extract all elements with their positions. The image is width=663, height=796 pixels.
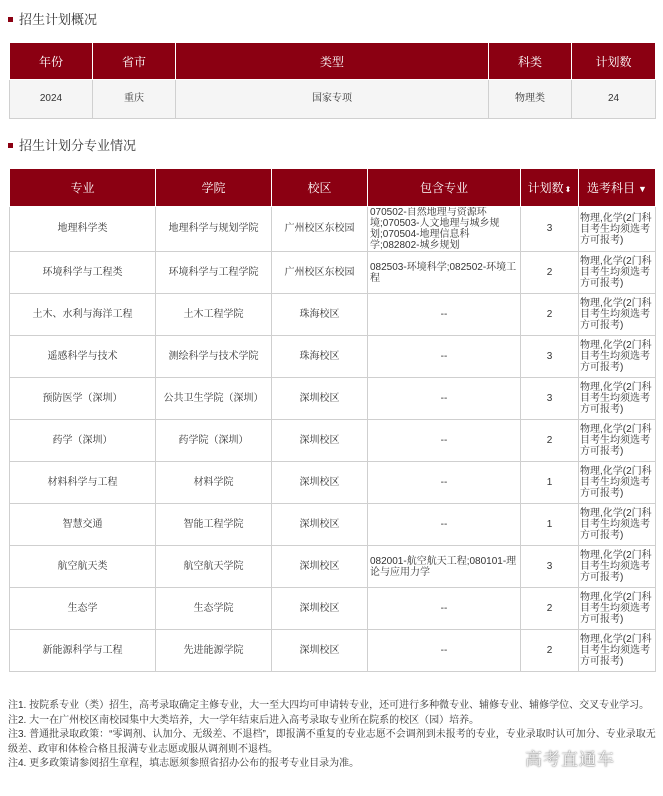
subject-requirement-cell: 物理,化学(2门科目考生均须选考方可报考) bbox=[579, 630, 656, 672]
campus-cell: 珠海校区 bbox=[272, 294, 368, 336]
college-cell: 材料学院 bbox=[156, 462, 272, 504]
majors-table bbox=[9, 168, 656, 672]
included-majors-cell: 082503-环境科学;082502-环境工程 bbox=[368, 252, 521, 294]
majors-table-body bbox=[10, 207, 656, 672]
included-majors-cell: -- bbox=[368, 462, 521, 504]
subject-requirement-cell: 物理,化学(2门科目考生均须选考方可报考) bbox=[579, 252, 656, 294]
major-cell: 环境科学与工程类 bbox=[10, 252, 156, 294]
included-majors-cell: -- bbox=[368, 378, 521, 420]
table-row bbox=[10, 630, 656, 672]
subject-requirement-cell: 物理,化学(2门科目考生均须选考方可报考) bbox=[579, 294, 656, 336]
plan-count-cell: 2 bbox=[521, 588, 579, 630]
college-cell: 公共卫生学院（深圳） bbox=[156, 378, 272, 420]
overview-year: 2024 bbox=[10, 80, 93, 119]
overview-header-year: 年份 bbox=[10, 43, 93, 80]
campus-cell: 深圳校区 bbox=[272, 420, 368, 462]
sort-icon[interactable]: ⬍ bbox=[564, 185, 572, 194]
college-cell: 地理科学与规划学院 bbox=[156, 207, 272, 252]
college-cell: 智能工程学院 bbox=[156, 504, 272, 546]
table-row bbox=[10, 588, 656, 630]
plan-count-cell: 2 bbox=[521, 630, 579, 672]
college-cell: 航空航天学院 bbox=[156, 546, 272, 588]
included-majors-cell: -- bbox=[368, 630, 521, 672]
plan-count-cell: 1 bbox=[521, 504, 579, 546]
campus-cell: 深圳校区 bbox=[272, 378, 368, 420]
note-1: 注1. 按院系专业（类）招生，高考录取确定主修专业，大一至大四均可申请转专业，还可进行多种微专业、辅修专业、辅修学位、交叉专业学习。 bbox=[8, 700, 650, 711]
major-cell: 土木、水利与海洋工程 bbox=[10, 294, 156, 336]
bullet-icon bbox=[8, 143, 13, 148]
majors-header-plan[interactable] bbox=[521, 169, 579, 207]
subject-requirement-cell: 物理,化学(2门科目考生均须选考方可报考) bbox=[579, 504, 656, 546]
plan-count-cell: 3 bbox=[521, 207, 579, 252]
college-cell: 生态学院 bbox=[156, 588, 272, 630]
note-2: 注2. 大一在广州校区南校园集中大类培养，大一学年结束后进入高考录取专业所在院系的校区（园）培养。 bbox=[8, 714, 480, 726]
college-cell: 药学院（深圳） bbox=[156, 420, 272, 462]
table-row bbox=[10, 294, 656, 336]
plan-count-cell: 2 bbox=[521, 294, 579, 336]
subject-requirement-cell: 物理,化学(2门科目考生均须选考方可报考) bbox=[579, 207, 656, 252]
overview-header-row bbox=[10, 43, 656, 80]
plan-count-cell: 2 bbox=[521, 252, 579, 294]
majors-section-title bbox=[8, 136, 136, 156]
campus-cell: 深圳校区 bbox=[272, 504, 368, 546]
majors-header-major: 专业 bbox=[10, 169, 156, 207]
subject-requirement-cell: 物理,化学(2门科目考生均须选考方可报考) bbox=[579, 588, 656, 630]
included-majors-cell: -- bbox=[368, 336, 521, 378]
chevron-down-icon[interactable]: ▼ bbox=[638, 184, 647, 194]
included-majors-cell: 070502-自然地理与资源环境;070503-人文地理与城乡规划;070504-地理信息科学;082802-城乡规划 bbox=[368, 207, 521, 252]
campus-cell: 珠海校区 bbox=[272, 336, 368, 378]
plan-count-cell: 1 bbox=[521, 462, 579, 504]
plan-count-cell: 3 bbox=[521, 336, 579, 378]
plan-count-cell: 3 bbox=[521, 546, 579, 588]
overview-plan: 24 bbox=[572, 80, 656, 119]
table-row bbox=[10, 378, 656, 420]
table-row bbox=[10, 504, 656, 546]
major-cell: 智慧交通 bbox=[10, 504, 156, 546]
table-row bbox=[10, 462, 656, 504]
major-cell: 遥感科学与技术 bbox=[10, 336, 156, 378]
campus-cell: 深圳校区 bbox=[272, 588, 368, 630]
plan-count-cell: 2 bbox=[521, 420, 579, 462]
included-majors-cell: -- bbox=[368, 504, 521, 546]
subject-header-label: 选考科目 bbox=[587, 181, 636, 195]
majors-header-row bbox=[10, 169, 656, 207]
subject-requirement-cell: 物理,化学(2门科目考生均须选考方可报考) bbox=[579, 546, 656, 588]
overview-section-title bbox=[8, 10, 97, 30]
overview-category: 物理类 bbox=[489, 80, 572, 119]
college-cell: 先进能源学院 bbox=[156, 630, 272, 672]
major-cell: 地理科学类 bbox=[10, 207, 156, 252]
campus-cell: 广州校区东校园 bbox=[272, 207, 368, 252]
subject-requirement-cell: 物理,化学(2门科目考生均须选考方可报考) bbox=[579, 462, 656, 504]
campus-cell: 深圳校区 bbox=[272, 546, 368, 588]
subject-requirement-cell: 物理,化学(2门科目考生均须选考方可报考) bbox=[579, 378, 656, 420]
overview-header-category: 科类 bbox=[489, 43, 572, 80]
overview-province: 重庆 bbox=[93, 80, 176, 119]
overview-title-text: 招生计划概况 bbox=[19, 12, 98, 27]
plan-header-label: 计划数 bbox=[527, 181, 564, 195]
majors-header-included: 包含专业 bbox=[368, 169, 521, 207]
bullet-icon bbox=[8, 17, 13, 22]
included-majors-cell: -- bbox=[368, 294, 521, 336]
major-cell: 药学（深圳） bbox=[10, 420, 156, 462]
campus-cell: 广州校区东校园 bbox=[272, 252, 368, 294]
major-cell: 航空航天类 bbox=[10, 546, 156, 588]
table-row bbox=[10, 420, 656, 462]
majors-header-campus: 校区 bbox=[272, 169, 368, 207]
campus-cell: 深圳校区 bbox=[272, 630, 368, 672]
major-cell: 材料科学与工程 bbox=[10, 462, 156, 504]
included-majors-cell: 082001-航空航天工程;080101-理论与应用力学 bbox=[368, 546, 521, 588]
overview-table bbox=[9, 42, 656, 119]
overview-header-plan: 计划数 bbox=[572, 43, 656, 80]
included-majors-cell: -- bbox=[368, 588, 521, 630]
included-majors-cell: -- bbox=[368, 420, 521, 462]
major-cell: 预防医学（深圳） bbox=[10, 378, 156, 420]
overview-type: 国家专项 bbox=[176, 80, 489, 119]
overview-header-type: 类型 bbox=[176, 43, 489, 80]
overview-header-province: 省市 bbox=[93, 43, 176, 80]
table-row bbox=[10, 546, 656, 588]
majors-header-subject[interactable] bbox=[579, 169, 656, 207]
watermark: 高考直通车 bbox=[525, 750, 615, 769]
table-row bbox=[10, 252, 656, 294]
note-3: 注3. 普通批录取政策：“零调剂、认加分、无级差、不退档”，即报满不重复的专业志愿不会调剂到未报考的专业，专业录取时认可加分、专业录取无级差、政审和体检合格且报满专业志愿或服从调剂则不退档。 bbox=[8, 729, 656, 755]
plan-count-cell: 3 bbox=[521, 378, 579, 420]
table-row bbox=[10, 336, 656, 378]
subject-requirement-cell: 物理,化学(2门科目考生均须选考方可报考) bbox=[579, 420, 656, 462]
note-4: 注4. 更多政策请参阅招生章程，填志愿须参照省招办公布的报考专业目录为准。 bbox=[8, 758, 360, 770]
majors-header-college: 学院 bbox=[156, 169, 272, 207]
subject-requirement-cell: 物理,化学(2门科目考生均须选考方可报考) bbox=[579, 336, 656, 378]
overview-row bbox=[10, 80, 656, 119]
campus-cell: 深圳校区 bbox=[272, 462, 368, 504]
table-row bbox=[10, 207, 656, 252]
major-cell: 生态学 bbox=[10, 588, 156, 630]
majors-title-text: 招生计划分专业情况 bbox=[19, 138, 137, 153]
college-cell: 环境科学与工程学院 bbox=[156, 252, 272, 294]
college-cell: 土木工程学院 bbox=[156, 294, 272, 336]
major-cell: 新能源科学与工程 bbox=[10, 630, 156, 672]
college-cell: 测绘科学与技术学院 bbox=[156, 336, 272, 378]
